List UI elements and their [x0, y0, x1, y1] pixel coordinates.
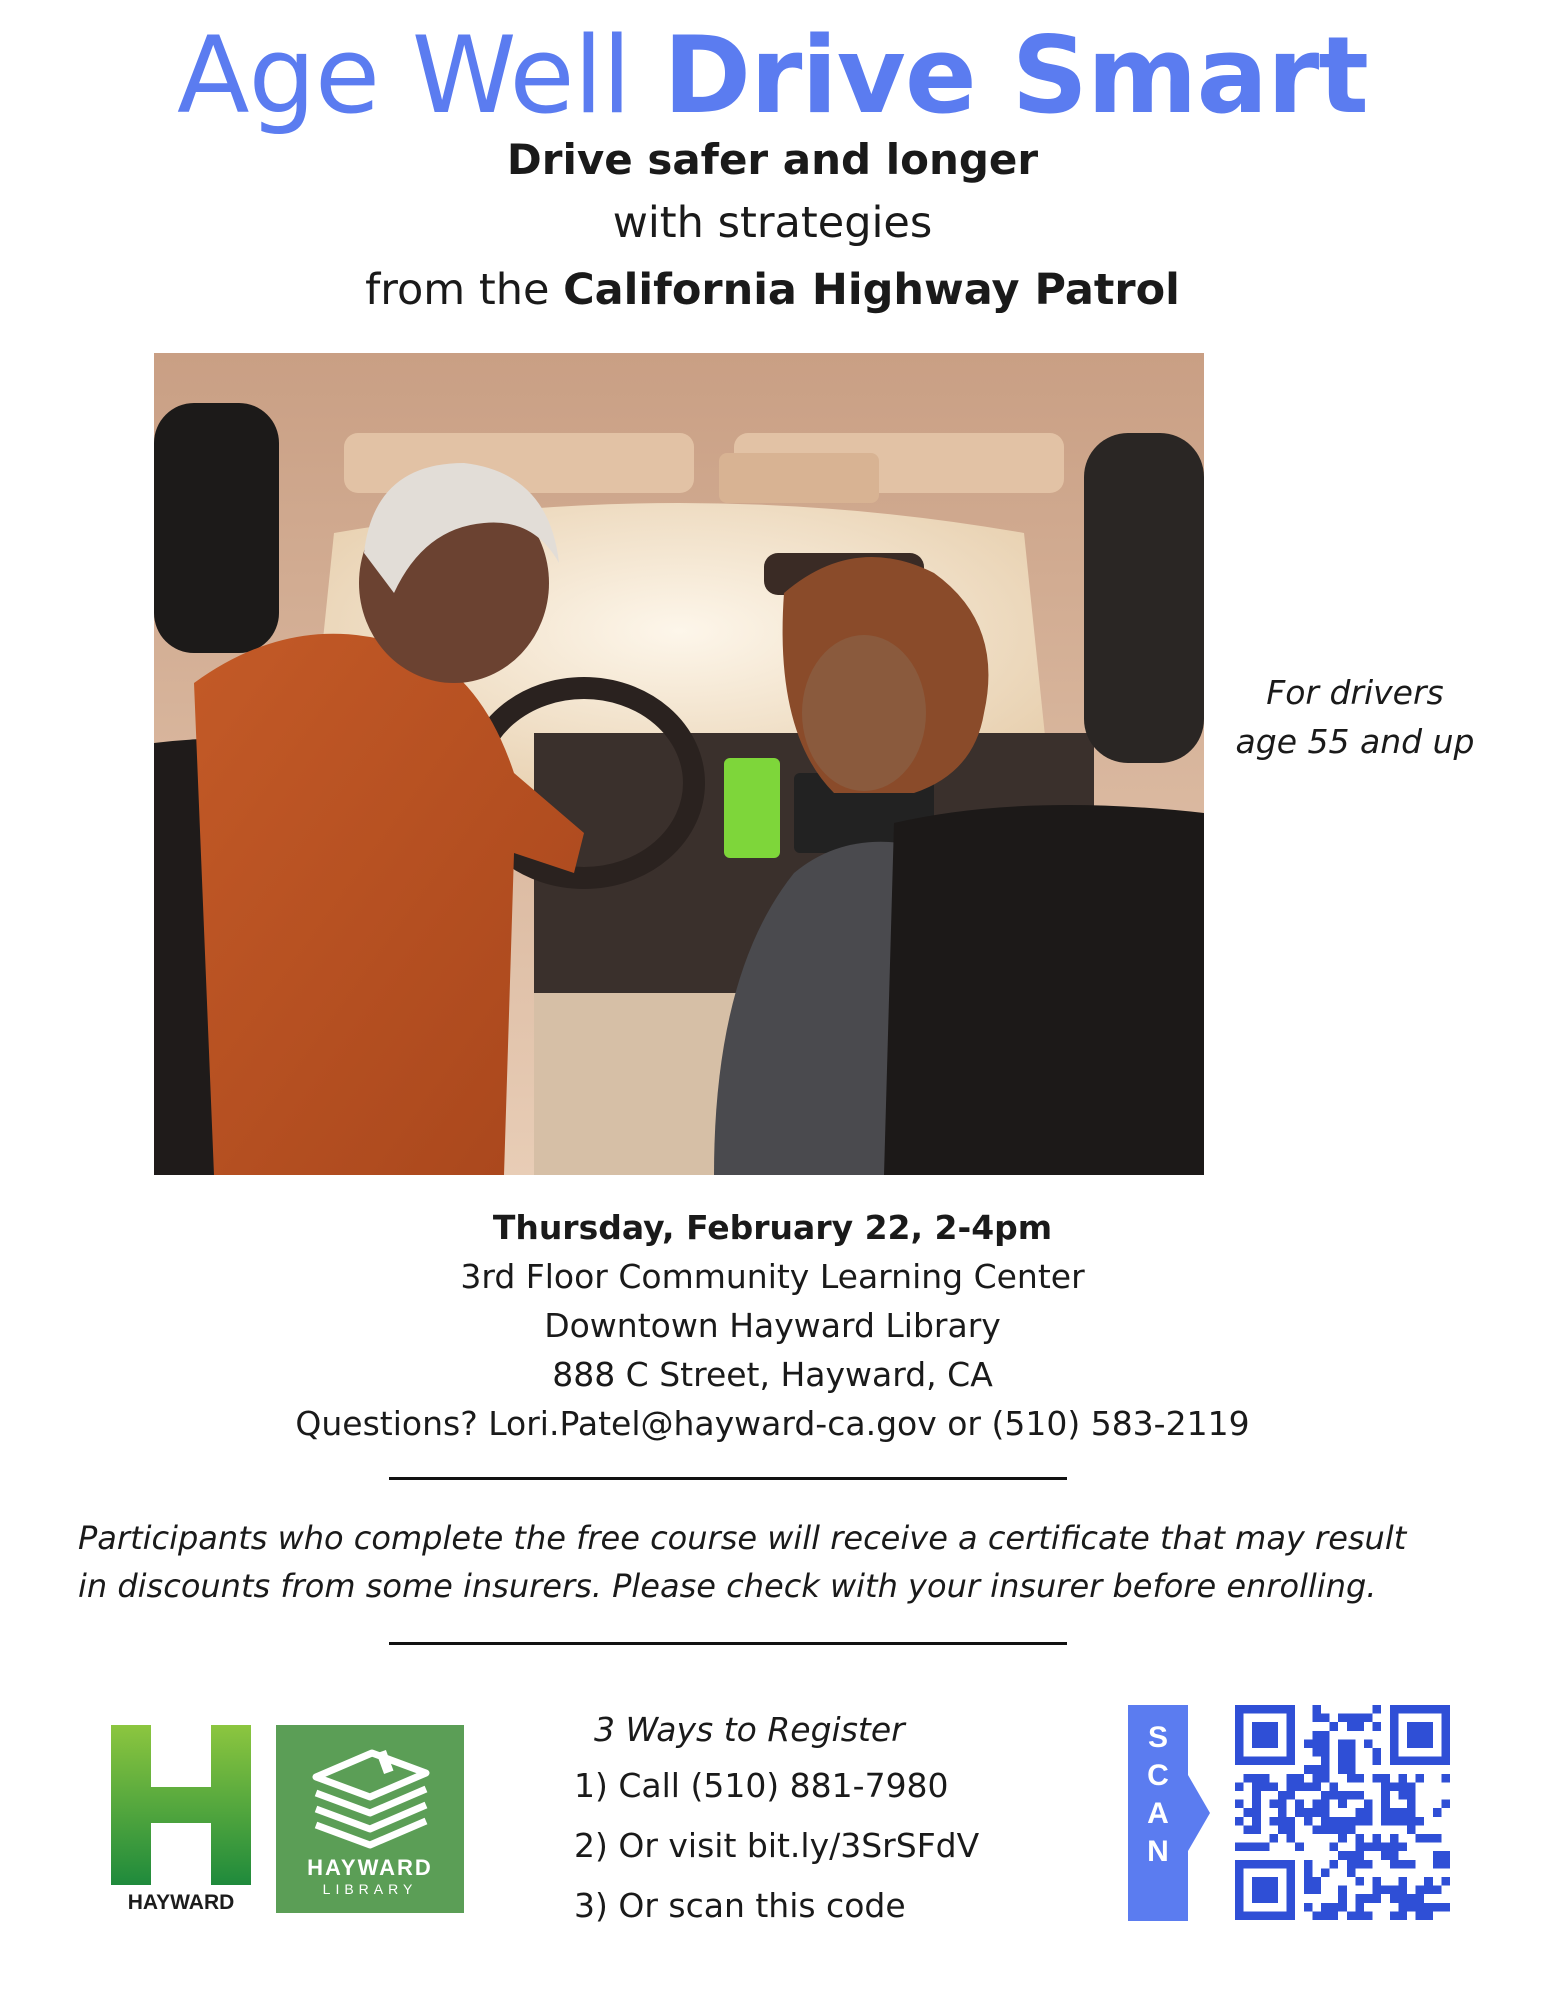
subtitle-line-1: Drive safer and longer [506, 135, 1039, 184]
scan-letter: N [1147, 1835, 1169, 1868]
scan-letter: C [1147, 1759, 1169, 1792]
register-title: 3 Ways to Register [594, 1710, 905, 1749]
disclaimer-line-2: in discounts from some insurers. Please check with your insurer before enrolling. [78, 1567, 1377, 1605]
hayward-library-logo [276, 1725, 464, 1913]
register-option-visit: 2) Or visit bit.ly/3SrSFdV [574, 1826, 980, 1865]
hayward-h-logo [111, 1725, 251, 1915]
book-stack-icon [276, 1725, 464, 1855]
audience-note-line-2: age 55 and up [1235, 722, 1475, 761]
scan-letter: A [1147, 1797, 1169, 1830]
register-option-call: 1) Call (510) 881-7980 [574, 1766, 949, 1805]
subtitle-line-2: with strategies [612, 198, 933, 248]
subtitle-line-3 [0, 262, 1545, 318]
audience-note [1215, 668, 1495, 766]
title-bold: Drive Smart [663, 14, 1368, 137]
qr-code[interactable] [1235, 1705, 1450, 1920]
library-logo-name: HAYWARD [307, 1855, 433, 1880]
event-contact: Questions? Lori.Patel@hayward-ca.gov or (510) 583-2119 [295, 1404, 1250, 1443]
qr-code-icon [1235, 1705, 1450, 1920]
event-room: 3rd Floor Community Learning Center [460, 1257, 1085, 1296]
event-library: Downtown Hayward Library [544, 1306, 1001, 1345]
event-date: Thursday, February 22, 2-4pm [492, 1208, 1053, 1247]
register-option-scan: 3) Or scan this code [574, 1886, 906, 1925]
event-address: 888 C Street, Hayward, CA [552, 1355, 993, 1394]
scan-arrow-tab [1128, 1705, 1210, 1921]
scan-label [1128, 1719, 1188, 1871]
divider-top [389, 1477, 1067, 1480]
subtitle-agency: California Highway Patrol [563, 265, 1180, 315]
scan-letter: S [1147, 1721, 1168, 1754]
car-interior-photo [154, 353, 1204, 1175]
certificate-disclaimer [78, 1514, 1498, 1610]
audience-note-line-1: For drivers [1266, 673, 1444, 712]
subtitle-prefix: from the [365, 265, 550, 315]
city-logo-text: HAYWARD [127, 1891, 235, 1914]
h-letter-icon [111, 1725, 251, 1885]
page-title [0, 12, 1545, 140]
library-logo-sub: LIBRARY [322, 1881, 418, 1897]
title-light: Age Well [177, 14, 631, 137]
disclaimer-line-1: Participants who complete the free course will receive a certificate that may result [78, 1519, 1407, 1557]
divider-bottom [389, 1642, 1067, 1645]
